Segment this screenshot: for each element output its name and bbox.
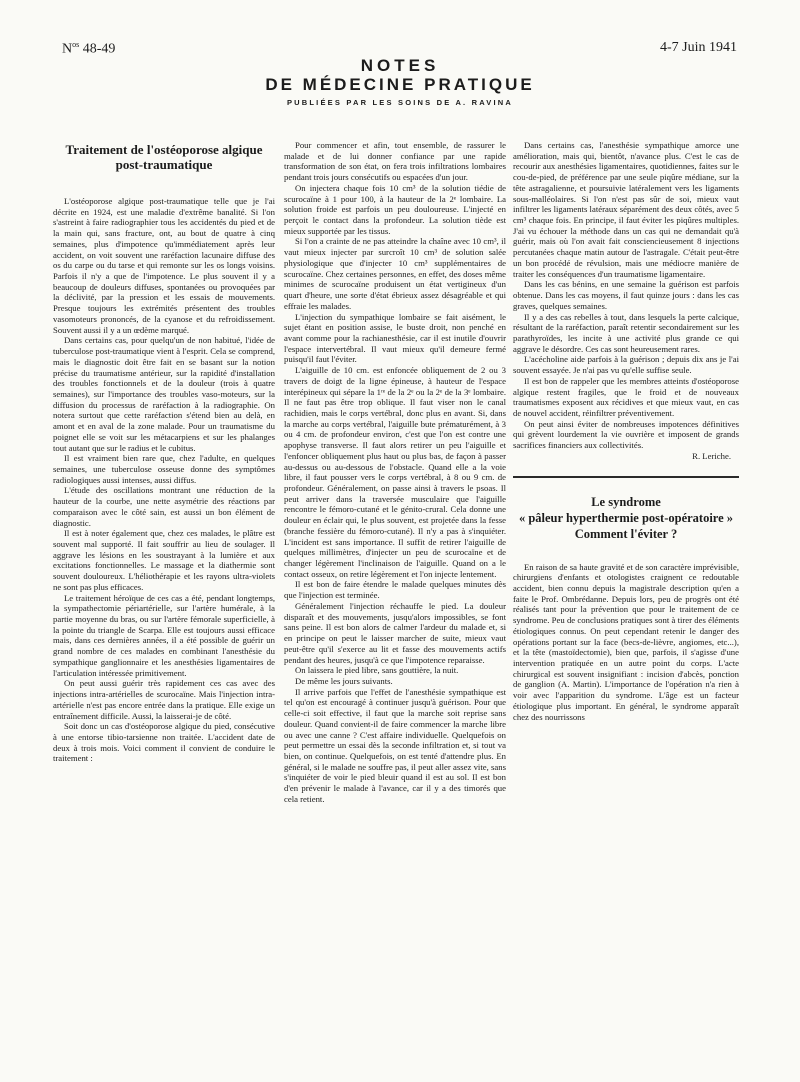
article-paragraph: Pour commencer et afin, tout ensemble, de rassurer le malade et de lui donner confiance par une rapide transformation de son état, on fera trois infiltrations lombaires pendant trois jours consécutifs ou espacées d'un jour. (284, 140, 506, 183)
article-paragraph: Dans les cas bénins, en une semaine la guérison est parfois obtenue. Dans les cas moyens, il faut quinze jours : dans les cas graves, quelques semaines. (513, 279, 739, 311)
article-paragraph: Il est à noter également que, chez ces malades, le plâtre est souvent mal supporté. Il fait souffrir au lieu de soulager. Il aggrave les lésions en les soustrayant à la lumière et aux excitations fonctionnelles. Le massage et la diathermie sont souvent douloureux. L'héliothérapie et les rayons ultra-violets ne sont pas plus efficaces. (53, 528, 275, 592)
article-paragraph: Il arrive parfois que l'effet de l'anesthésie sympathique est tel qu'on est encouragé à continuer jusqu'à guérison. Pour que celle-ci soit effective, il faut que la marche soit reprise sans douleur. Quand convient-il de faire commencer la marche libre ou avec une canne ? C'est affaire individuelle. Quelquefois on peut permettre un essai dès la seconde infiltration et, si tout va bien, on continue. Quelquefois, on est tenté d'attendre plus. En général, si le malade ne souffre pas, il peut aller assez vite, sans s'inquiéter de voir le pied bleuir quand il est au sol. Il est bon d'en prévenir le malade à l'avance, car il y a des timorés que cela retient. (284, 686, 506, 804)
article-paragraph: Il y a des cas rebelles à tout, dans lesquels la perte calcique, résultant de la raréfaction, paraît retentir secondairement sur les parathyroïdes, les incite à une activité plus grande ce qui aggrave le désordre. Ces cas sont heureusement rares. (513, 311, 739, 354)
article-paragraph: De même les jours suivants. (295, 675, 393, 686)
masthead-subtitle: PUBLIÉES PAR LES SOINS DE A. RAVINA (286, 98, 514, 107)
article-paragraph: Il est bon de faire étendre le malade quelques minutes dès que l'injection est terminée. (284, 579, 506, 601)
article-paragraph: Dans certains cas, pour quelqu'un de non habitué, l'idée de tuberculose post-traumatique vient à l'esprit. Cela se comprend, mais le diagnostic doit être fait en se basant sur la notion précise du traumatisme antérieur, sur la rapidité d'installation des troubles fonctionnels et de la douleur (trois à quatre semaines), sur l'importance des troubles vaso-moteurs, sur la diffusion du processus de raréfaction à la radiographie. On notera surtout que cette raréfaction s'étend bien au delà, en amont et en aval de la zone malade. Pour un traumatisme du poignet elle se voit sur les métacarpiens et sur les phalanges tout autant que sur le radius et le cubitus. (53, 335, 275, 453)
article-paragraph: Généralement l'injection réchauffe le pied. La douleur disparaît et des mouvements, jusqu'alors impossibles, se font sans peine. Il est bon alors de calmer l'ardeur du malade et, si en principe on peut le laisser marcher de suite, mieux vaut peut-être qu'il s'exerce au lit et fasse des mouvements actifs pendant des heures, jusqu'à ce que l'impotence reparaisse. (284, 600, 506, 665)
article-paragraph: On laissera le pied libre, sans gouttière, la nuit. (295, 665, 459, 676)
article-paragraph: On peut aussi guérir très rapidement ces cas avec des injections intra-artérielles de scurocaïne. Mais l'injection intra-artérielle n'est pas encore entrée dans la pratique. Elle exige un entraînement difficile. Aussi, la laisserai-je de côté. (53, 678, 275, 721)
article-paragraph: En raison de sa haute gravité et de son caractère imprévisible, chirurgiens d'enfants et otologistes craignent ce redoutable accident, bien connu depuis la magistrale description qu'en a faite le Prof. Ombrédanne. Depuis lors, peu de progrès ont été réalisés tant pour la prévention que pour le traitement de ce syndrome. Peu de conclusions pratiques sont à tirer des éléments étiologiques connus. On peut cependant retenir le danger des opérations portant sur la face (becs-de-lièvre, angiomes, etc...), et la tête (mastoïdectomie), bien que, parfois, il s'agisse d'une intervention pratiquée en un autre point du corps. L'acte chirurgical est souvent insignifiant : incision d'abcès, ponction de ganglion (A. Martin). L'importance de l'opération n'a rien à voir avec l'apparition du syndrome. L'âge est un facteur étiologique plus important. En général, le syndrome apparaît chez des nourrissons (513, 561, 739, 722)
article-paragraph: Si l'on a crainte de ne pas atteindre la chaîne avec 10 cm³, il vaut mieux injecter par surcroît 10 cm³ de solution salée physiologique que d'injecter 10 cm³ supplémentaires de scurocaïne. Chez certaines personnes, en effet, des doses même minimes de scurocaïne produisent un état vertigineux d'un quart d'heure, une sorte d'état ébrieux assez désagréable et qui effraie les malades. (284, 236, 506, 311)
column-2 (284, 140, 506, 805)
article-title: Le syndrome « pâleur hyperthermie post-opératoire » Comment l'éviter ? (518, 494, 734, 541)
article-title: Traitement de l'ostéoporose algique post-traumatique (65, 142, 263, 172)
article-paragraph: Le traitement héroïque de ces cas a été, pendant longtemps, la sympathectomie périartérielle, sur l'artère humérale, à la partie moyenne du bras, ou sur l'artère fémorale superficielle, à la pointe du triangle de Scarpa. Elle est toujours aussi efficace mais, dans ces dernières années, il a été possible de guérir un grand nombre de ces malades en combinant l'anesthésie du sympathique ganglionnaire et les anesthésies ligamentaires de l'articulation intéressée primitivement. (53, 592, 275, 678)
issue-date: 4-7 Juin 1941 (660, 40, 737, 55)
article-paragraph: L'ostéoporose algique post-traumatique telle que je l'ai décrite en 1924, est une maladie d'extrême banalité. Si l'on s'astreint à faire radiographier tous les accidentés du pied et de la main qui, sans fracture, ont, au bout de quatre à cinq semaines, plus d'impotence qu'immédiatement après leur accident, on voit souvent une raréfaction lacunaire diffuse des os du carpe ou du tarse et qui remonte sur les os longs voisins. Parfois il n'y a que de l'impotence. Le plus souvent il y a beaucoup de douleurs diffuses, spontanées ou provoquées par la déclivité, par la pression et les essais de mouvements. Presque toujours les extrémités présentent des troubles vasomoteurs prononcés, de la cyanose et du refroidissement. Souvent aussi il y a un œdème marqué. (53, 196, 275, 335)
masthead-title-line2: DE MÉDECINE PRATIQUE (265, 75, 535, 94)
article-paragraph: Il est vraiment bien rare que, chez l'adulte, en quelques semaines, une tuberculose osseuse donne des symptômes radiologiques aussi intenses, aussi diffus. (53, 453, 275, 485)
article-paragraph: L'étude des oscillations montrant une réduction de la hauteur de la courbe, une nette asymétrie des réactions par comparaison avec le côté sain, est aussi un bon élément de diagnostic. (53, 485, 275, 528)
author-signature: R. Leriche. (692, 450, 731, 461)
article-paragraph: L'aiguille de 10 cm. est enfoncée obliquement de 2 ou 3 travers de doigt de la ligne épineuse, à hauteur de l'espace interépineux qui sépare la 1ʳᵉ de la 2ᵉ ou la 2ᵉ de la 3ᵉ lombaire. Il ne faut pas être trop oblique. Il faut viser non le canal rachidien, mais le corps vertébral, donc plus en avant. Si, dans la marche au corps vertébral, l'aiguille bute prématurément, à 3 ou 4 cm. de profondeur environ, c'est que l'on est contre une apophyse transverse. Il faut alors retirer un peu l'aiguille et l'enfoncer obliquement plus haut ou plus bas, de façon à passer au-dessus ou au-dessous de l'obstacle. Quand elle a la voie libre, il faut pousser vers le corps vertébral, à 8 ou 9 cm. de profondeur. Généralement, on passe ainsi à travers le psoas. Il peut arriver dans la traversée musculaire que l'aiguille rencontre le fémoro-cutané et le génito-crural. Cela donne une douleur en éclair qui, le plus souvent, est projetée dans la fesse (branche fessière du fémoro-cutané). Il n'y a pas à s'inquiéter. L'incident est sans importance. Il suffit de retirer l'aiguille de quelques millimètres, d'injecter un peu de scurocaïne et de changer légèrement l'inclinaison de l'aiguille. Quand on a le contact osseux, on retire légèrement et l'on injecte lentement. (284, 365, 506, 579)
masthead (0, 56, 800, 107)
article-paragraph: L'acécholine aide parfois à la guérison ; depuis dix ans je l'ai souvent essayée. Je n'ai pas vu qu'elle suffise seule. (513, 354, 739, 376)
article-paragraph: On injectera chaque fois 10 cm³ de la solution tiédie de scurocaïne à 1 pour 100, à la hauteur de la 2ᵉ lombaire. La solution froide est parfois un peu douloureuse. L'injecté en perçoit le contact dans la profondeur. La solution tiède est mieux supportée par les tissus. (284, 182, 506, 236)
article-paragraph: Il est bon de rappeler que les membres atteints d'ostéoporose algique restent fragiles, que le froid et de nouveaux traumatismes exposent aux récidives et que mieux vaut, en cas de nouvel accident, réinfiltrer préventivement. (513, 375, 739, 418)
article-paragraph: L'injection du sympathique lombaire se fait aisément, le sujet étant en position assise, le buste droit, non penché en avant comme pour la rachianesthésie, car il est inutile d'ouvrir l'espace intervertébral. Il vaut mieux qu'il demeure fermé puisqu'il faut l'éviter. (284, 311, 506, 365)
column-1 (53, 140, 275, 764)
masthead-title-line1: NOTES (360, 56, 440, 75)
column-3 (513, 140, 739, 722)
article-paragraph: Dans certains cas, l'anesthésie sympathique amorce une amélioration, mais qui, bientôt, n'avance plus. C'est le cas de recourir aux anesthésies ligamentaires, quotidiennes, faites sur le cou-de-pied, de préférence par une seule piqûre médiane, sur la tête astragalienne, et poursuivie latéralement vers les ligaments sous-malléolaires. Si l'on n'est pas sûr de soi, mieux vaut infiltrer les ligaments latéraux séparément des deux côtés, avec 5 cm³ chaque fois. En principe, il faut éviter les piqûres multiples. J'ai vu échouer la méthode dans un cas qui ne demandait qu'à guérir, mais où l'on avait fait consciencieusement 8 injections percutanées chaque matin autour de l'astragale. C'était peut-être un bon procédé de révulsion, mais une médiocre manière de traiter les conséquences d'un traumatisme ligamentaire. (513, 140, 739, 279)
article-divider (513, 476, 739, 478)
issue-number: $N^{os}$ 48-49 (62, 40, 116, 57)
article-paragraph: On peut ainsi éviter de nombreuses impotences définitives qui grèvent lourdement la vie ouvrière et imposent de grands sacrifices financiers aux collectivités. (513, 418, 739, 451)
article-paragraph: Soit donc un cas d'ostéoporose algique du pied, consécutive à une entorse tibio-tarsienne non traitée. L'accident date de deux à trois mois. Voici comment il convient de conduire le traitement : (53, 721, 275, 764)
